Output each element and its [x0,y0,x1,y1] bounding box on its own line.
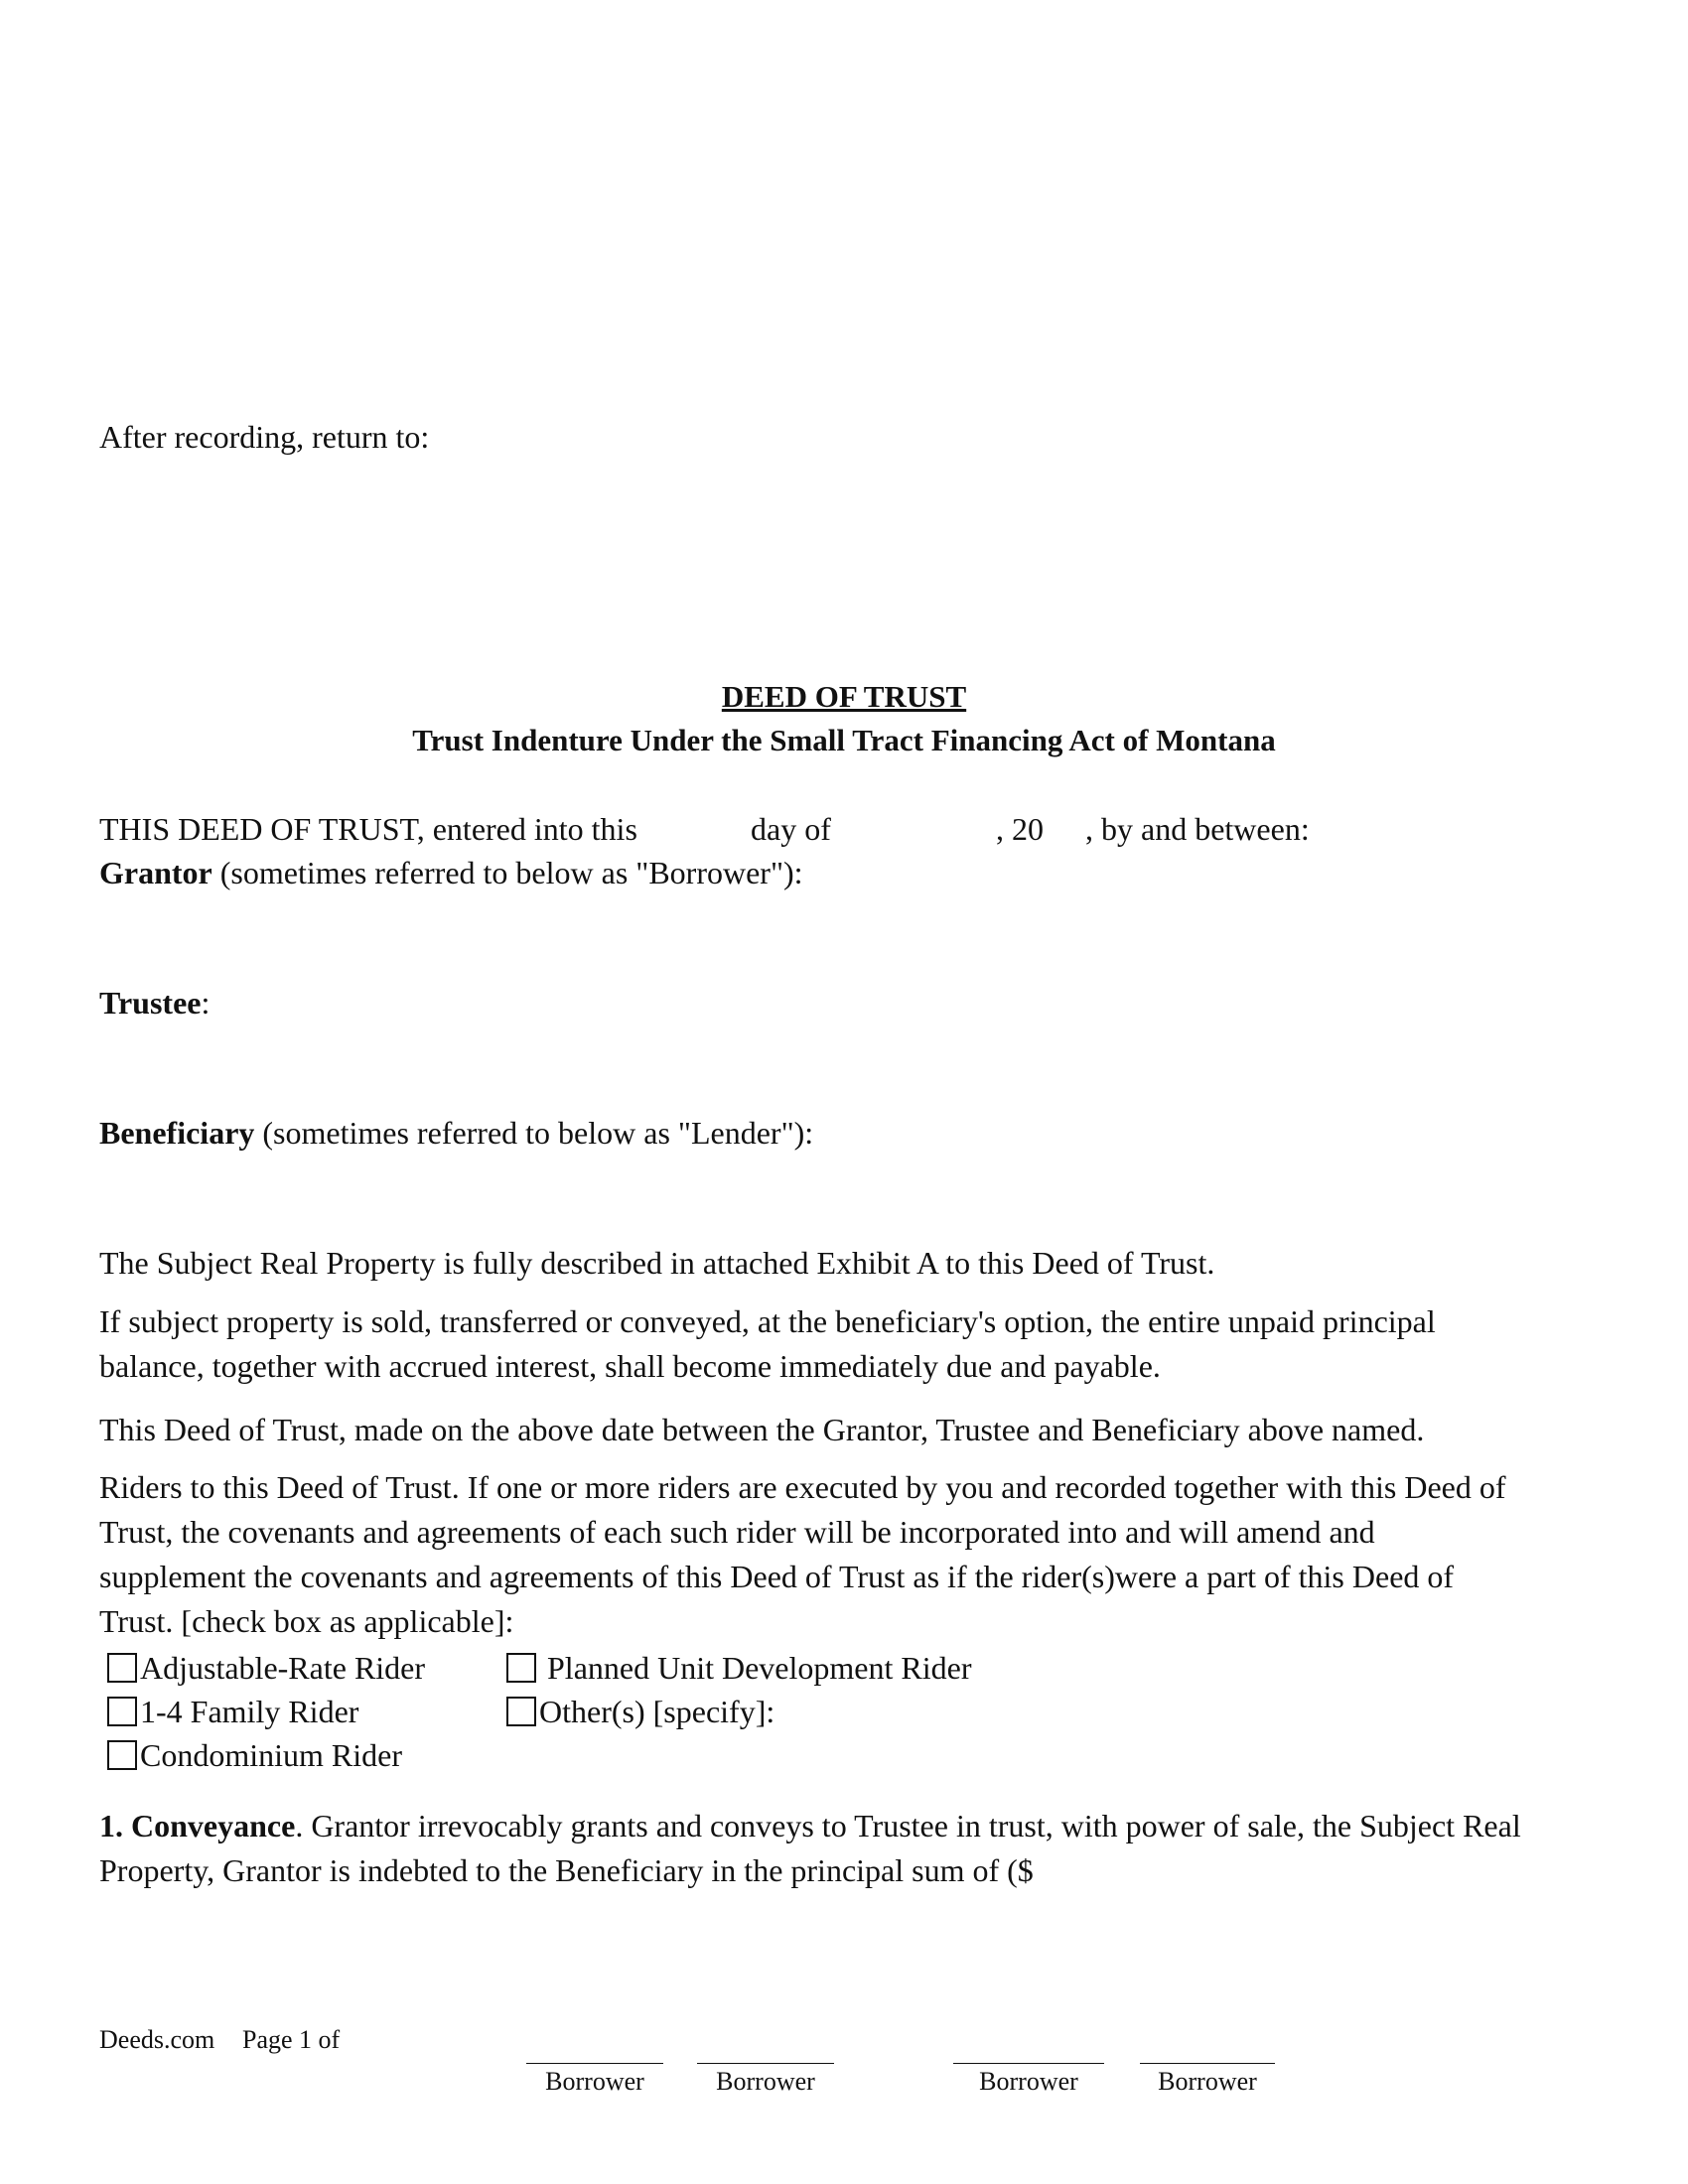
conveyance-text: . Grantor irrevocably grants and conveys to Trustee in trust, with power of sale, the Subject Real [295,1808,1521,1843]
rider-list-right [506,1646,971,1733]
rider-label: 1-4 Family Rider [140,1694,359,1729]
paragraph-riders [99,1465,1589,1644]
rider-checkbox[interactable] [506,1653,536,1683]
signature-line [697,2063,834,2064]
rider-checkbox[interactable] [506,1697,536,1726]
footer-site: Deeds.com [99,2025,215,2054]
paragraph-due-on-sale [99,1299,1589,1389]
paragraph-line: Property, Grantor is indebted to the Beneficiary in the principal sum of ($ [99,1852,1034,1888]
signature-label: Borrower [545,2067,644,2096]
paragraph-line: Trust. [check box as applicable]: [99,1603,514,1639]
intro-part2: day of [751,811,831,847]
paragraph-line: Riders to this Deed of Trust. If one or more riders are executed by you and recorded together with this Deed of [99,1469,1506,1505]
signature-label: Borrower [1158,2067,1257,2096]
rider-condominium [107,1733,425,1777]
intro-part1: THIS DEED OF TRUST, entered into this [99,811,637,847]
paragraph-line: If subject property is sold, transferred or conveyed, at the beneficiary's option, the entire unpaid principal [99,1303,1436,1339]
rider-family [107,1690,425,1733]
paragraph-exhibit: The Subject Real Property is fully described in attached Exhibit A to this Deed of Trust. [99,1245,1215,1281]
grantor-line [99,851,803,894]
trustee-label: Trustee [99,985,202,1021]
signature-line [526,2063,663,2064]
grantor-rest: (sometimes referred to below as "Borrower"): [211,855,803,890]
return-to-line: After recording, return to: [99,419,430,455]
rider-label: Planned Unit Development Rider [539,1650,972,1686]
rider-adjustable-rate [107,1646,425,1690]
beneficiary-rest: (sometimes referred to below as "Lender"): [254,1115,814,1151]
signature-label: Borrower [716,2067,815,2096]
paragraph-line: balance, together with accrued interest, shall become immediately due and payable. [99,1348,1161,1384]
footer-page-number: Page 1 of [242,2025,341,2054]
document-subtitle: Trust Indenture Under the Small Tract Financing Act of Montana [412,723,1276,757]
rider-other [506,1690,971,1733]
paragraph-line [99,1804,1589,1848]
rider-checkbox[interactable] [107,1653,137,1683]
signature-line [953,2063,1104,2064]
rider-label: Condominium Rider [140,1737,402,1773]
signature-line [1140,2063,1275,2064]
conveyance-label: 1. Conveyance [99,1808,296,1843]
rider-list-left [107,1646,425,1777]
rider-checkbox[interactable] [107,1697,137,1726]
paragraph-made-on: This Deed of Trust, made on the above date between the Grantor, Trustee and Beneficiary above named. [99,1412,1425,1447]
trustee-line [99,981,210,1024]
rider-label: Adjustable-Rate Rider [140,1650,426,1686]
intro-part3: , 20 [996,811,1044,847]
grantor-label: Grantor [99,855,212,890]
rider-checkbox[interactable] [107,1740,137,1770]
rider-planned-unit [506,1646,971,1690]
intro-part4: , by and between: [1085,811,1310,847]
paragraph-line: Trust, the covenants and agreements of each such rider will be incorporated into and will amend and [99,1514,1375,1550]
paragraph-conveyance [99,1804,1589,1893]
paragraph-line: supplement the covenants and agreements of this Deed of Trust as if the rider(s)were a part of this Deed of [99,1559,1455,1594]
beneficiary-label: Beneficiary [99,1115,255,1151]
rider-label: Other(s) [specify]: [539,1694,775,1729]
signature-label: Borrower [979,2067,1078,2096]
document-title: DEED OF TRUST [721,679,967,714]
trustee-rest: : [201,985,211,1021]
beneficiary-line [99,1111,813,1155]
